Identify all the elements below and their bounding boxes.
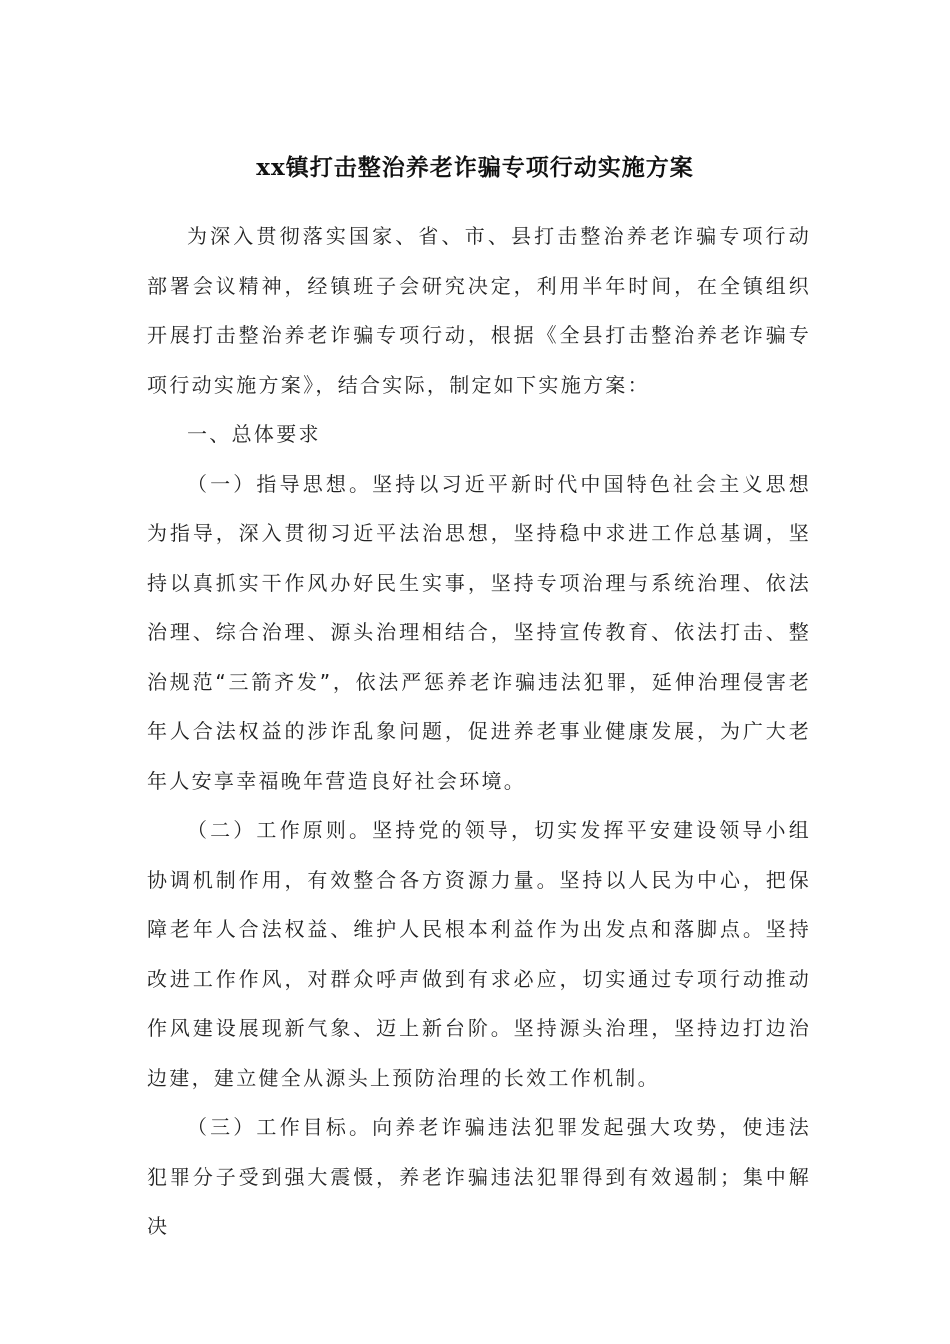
document-title: xx镇打击整治养老诈骗专项行动实施方案 bbox=[256, 154, 694, 181]
section-heading-general-requirements: 一、总体要求 bbox=[187, 422, 321, 446]
paragraph-intro: 为深入贯彻落实国家、省、市、县打击整治养老诈骗专项行动部署会议精神，经镇班子会研究决定，利用半年时间，在全镇组织开展打击整治养老诈骗专项行动，根据《全县打击整治养老诈骗专项行动实施方案》，结合实际，制定如下实施方案： bbox=[147, 224, 811, 397]
document-body bbox=[147, 212, 811, 1252]
paragraph-work-principles: （二）工作原则。坚持党的领导，切实发挥平安建设领导小组协调机制作用，有效整合各方资源力量。坚持以人民为中心，把保障老年人合法权益、维护人民根本利益作为出发点和落脚点。坚持改进工作作风，对群众呼声做到有求必应，切实通过专项行动推动作风建设展现新气象、迈上新台阶。坚持源头治理，坚持边打边治边建，建立健全从源头上预防治理的长效工作机制。 bbox=[147, 818, 811, 1090]
paragraph-guiding-ideology: （一）指导思想。坚持以习近平新时代中国特色社会主义思想为指导，深入贯彻习近平法治思想，坚持稳中求进工作总基调，坚持以真抓实干作风办好民生实事，坚持专项治理与系统治理、依法治理、综合治理、源头治理相结合，坚持宣传教育、依法打击、整治规范“三箭齐发”，依法严惩养老诈骗违法犯罪，延伸治理侵害老年人合法权益的涉诈乱象问题，促进养老事业健康发展，为广大老年人安享幸福晚年营造良好社会环境。 bbox=[147, 471, 811, 793]
paragraph-work-goals: （三）工作目标。向养老诈骗违法犯罪发起强大攻势，使违法犯罪分子受到强大震慑，养老诈骗违法犯罪得到有效遏制；集中解决 bbox=[147, 1115, 811, 1238]
